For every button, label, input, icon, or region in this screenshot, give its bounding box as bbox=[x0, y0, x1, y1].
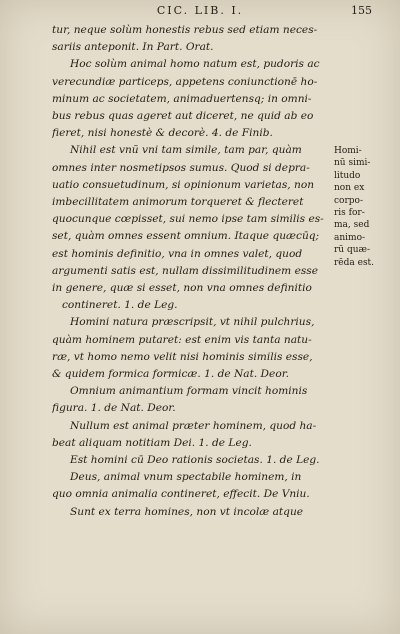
running-head: CIC. LIB. I. bbox=[156, 4, 244, 17]
text-line: quo omnia animalia contineret, effecit. De Vniu. bbox=[52, 488, 310, 501]
text-line: quocunque cœpisset, sui nemo ipse tam similis es- bbox=[52, 213, 324, 226]
text-line: Sunt ex terra homines, non vt incolæ atque bbox=[70, 505, 304, 518]
margin-line: corpo- bbox=[334, 195, 363, 206]
text-line: uatio consuetudinum, si opinionum varietas, non bbox=[52, 178, 315, 191]
margin-line: litudo bbox=[334, 170, 361, 181]
text-line: minum ac societatem, animaduertensq; in omni- bbox=[52, 92, 312, 105]
text-line: figura. 1. de Nat. Deor. bbox=[52, 402, 176, 415]
text-line: & quidem formica formicæ. 1. de Nat. Deor. bbox=[52, 368, 289, 381]
text-line: contineret. 1. de Leg. bbox=[62, 299, 178, 312]
text-line: argumenti satis est, nullam dissimilitudinem esse bbox=[52, 264, 318, 277]
text-line: Omnium animantium formam vincit hominis bbox=[70, 385, 308, 398]
text-line: Nullum est animal præter hominem, quod ha- bbox=[70, 419, 317, 432]
text-line: fieret, nisi honestè & decorè. 4. de Finib. bbox=[52, 127, 273, 140]
text-line: beat aliquam notitiam Dei. 1. de Leg. bbox=[52, 436, 252, 449]
margin-line: Homi- bbox=[334, 146, 362, 156]
text-line: est hominis definitio, vna in omnes valet, quod bbox=[52, 247, 303, 260]
text-line: imbecillitatem animorum torqueret & flecteret bbox=[52, 196, 304, 209]
text-line: bus rebus quas ageret aut diceret, ne quid ab eo bbox=[52, 110, 314, 123]
margin-line: rū quæ- bbox=[334, 245, 371, 256]
body-text bbox=[52, 22, 334, 521]
text-line: ræ, vt homo nemo velit nisi hominis similis esse, bbox=[52, 350, 313, 363]
margin-line: non ex bbox=[334, 183, 365, 194]
text-line: Deus, animal vnum spectabile hominem, in bbox=[70, 471, 302, 484]
text-line: Est homini cū Deo rationis societas. 1. de Leg. bbox=[70, 454, 320, 467]
text-line: Homini natura præscripsit, vt nihil pulchrius, bbox=[70, 316, 315, 329]
text-line: Hoc solùm animal homo natum est, pudoris ac bbox=[70, 58, 320, 71]
text-line: in genere, quæ si esset, non vna omnes definitio bbox=[52, 282, 312, 295]
text-line: tur, neque solùm honestis rebus sed etiam neces- bbox=[52, 24, 318, 36]
text-line: Nihil est vnũ vni tam simile, tam par, quàm bbox=[70, 144, 302, 157]
page-header bbox=[0, 4, 400, 22]
margin-line: nū simi- bbox=[334, 158, 371, 169]
margin-line: ma, sed bbox=[334, 220, 370, 231]
margin-note bbox=[334, 145, 400, 269]
text-line: verecundiæ particeps, appetens coniunctionē ho- bbox=[52, 75, 318, 88]
text-line: sariis anteponit. In Part. Orat. bbox=[52, 41, 214, 54]
text-line: set, quàm omnes essent omnium. Itaque quæcūq; bbox=[52, 230, 320, 243]
text-line: omnes inter nosmetipsos sumus. Quod si depra- bbox=[52, 161, 310, 174]
margin-line: rēda est. bbox=[334, 257, 375, 268]
margin-line: ris for- bbox=[334, 208, 365, 219]
page-number: 155 bbox=[351, 4, 372, 17]
margin-line: animo- bbox=[334, 232, 366, 243]
text-line: quàm hominem putaret: est enim vis tanta natu- bbox=[52, 333, 312, 346]
